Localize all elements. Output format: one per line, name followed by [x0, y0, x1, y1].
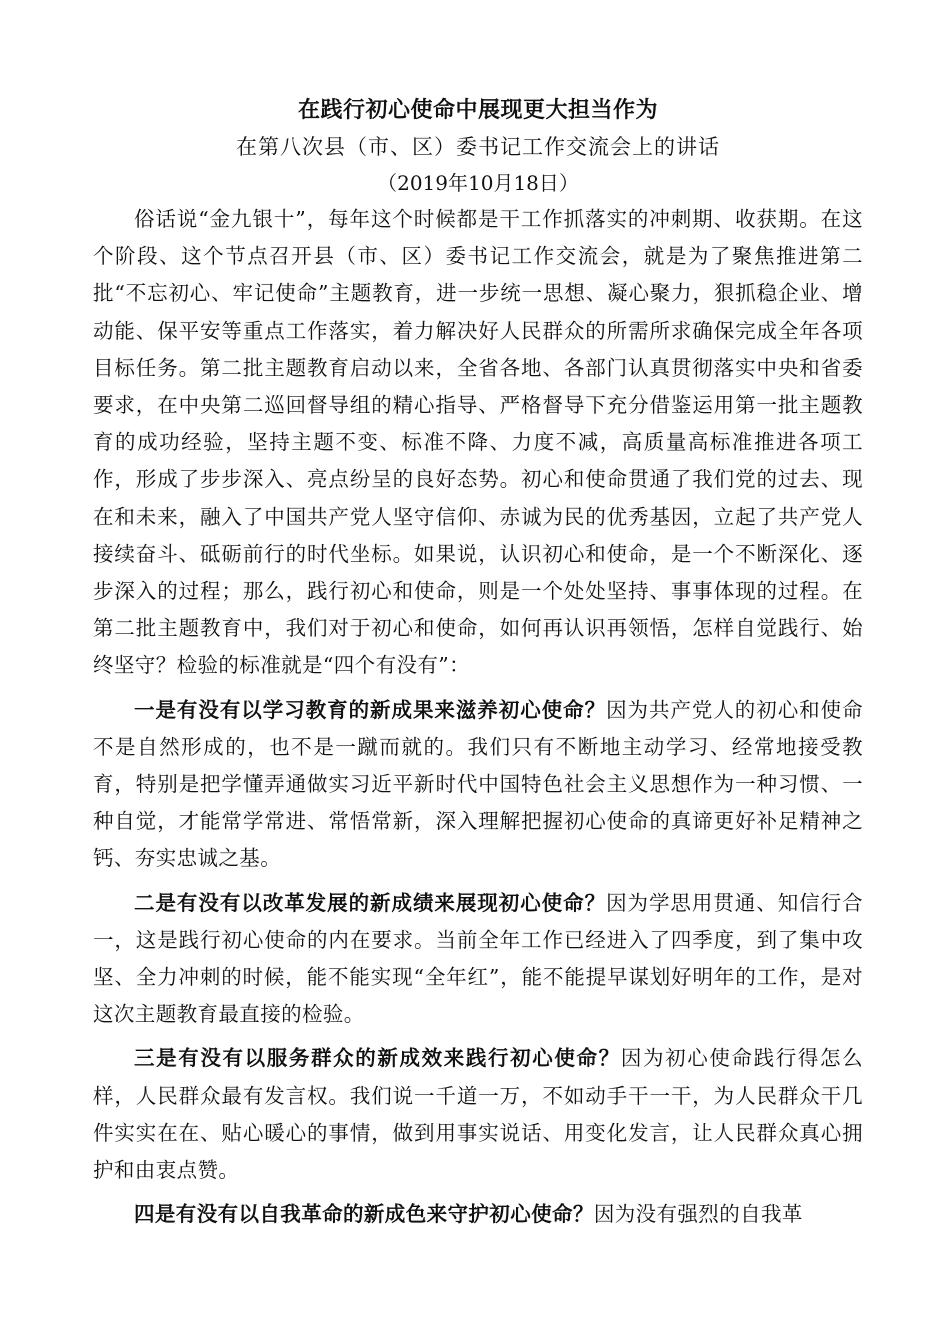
- intro-paragraph: 俗话说“金九银十”，每年这个时候都是干工作抓落实的冲刺期、收获期。在这个阶段、这个节点召开县（市、区）委书记工作交流会，就是为了聚焦推进第二批“不忘初心、牢记使命”主题教育，进一步统一思想、凝心聚力，狠抓稳企业、增动能、保平安等重点工作落实，着力解决好人民群众的所需所求确保完成全年各项目标任务。第二批主题教育启动以来，全省各地、各部门认真贯彻落实中央和省委要求，在中央第二巡回督导组的精心指导、严格督导下充分借鉴运用第一批主题教育的成功经验，坚持主题不变、标准不降、力度不减，高质量高标准推进各项工作，形成了步步深入、亮点纷呈的良好态势。初心和使命贯通了我们党的过去、现在和未来，融入了中国共产党人坚守信仰、赤诚为民的优秀基因，立起了共产党人接续奋斗、砥砺前行的时代坐标。如果说，认识初心和使命，是一个不断深化、逐步深入的过程；那么，践行初心和使命，则是一个处处坚持、事事体现的过程。在第二批主题教育中，我们对于初心和使命，如何再认识再领悟，怎样自觉践行、始终坚守？检验的标准就是“四个有没有”：: [93, 207, 863, 678]
- point-paragraph-1: [93, 692, 863, 878]
- document-subtitle: 在第八次县（市、区）委书记工作交流会上的讲话: [236, 135, 720, 159]
- point-paragraph-4: [93, 1196, 863, 1233]
- document-date: （2019年10月18日）: [377, 171, 579, 195]
- point-lead-1: 一是有没有以学习教育的新成果来滋养初心使命？: [134, 697, 607, 722]
- point-body-1: 因为共产党人的初心和使命不是自然形成的，也不是一蹴而就的。我们只有不断地主动学习、经常地接受教育，特别是把学懂弄通做实习近平新时代中国特色社会主义思想作为一种习惯、一种自觉，才能常学常进、常悟常新，深入理解把握初心使命的真谛更好补足精神之钙、夯实忠诚之基。: [93, 697, 863, 871]
- point-paragraph-2: [93, 885, 863, 1034]
- document-page: [93, 91, 863, 1240]
- point-paragraph-3: [93, 1040, 863, 1189]
- point-lead-2: 二是有没有以改革发展的新成绩来展现初心使命？: [134, 890, 607, 915]
- point-lead-3: 三是有没有以服务群众的新成效来践行初心使命？: [134, 1046, 621, 1071]
- document-title: 在践行初心使命中展现更大担当作为: [297, 97, 658, 123]
- point-body-3: 因为初心使命践行得怎么样，人民群众最有发言权。我们说一千道一万，不如动手干一干，为人民群众干几件实实在在、贴心暖心的事情，做到用事实说话、用变化发言，让人民群众真心拥护和由衷点赞。: [93, 1046, 863, 1183]
- point-body-4: 因为没有强烈的自我革: [593, 1202, 803, 1227]
- point-lead-4: 四是有没有以自我革命的新成色来守护初心使命？: [134, 1202, 594, 1227]
- point-body-2: 因为学思用贯通、知信行合一，这是践行初心使命的内在要求。当前全年工作已经进入了四季度，到了集中攻坚、全力冲刺的时候，能不能实现“全年红”，能不能提早谋划好明年的工作，是对这次主题教育最直接的检验。: [93, 890, 863, 1027]
